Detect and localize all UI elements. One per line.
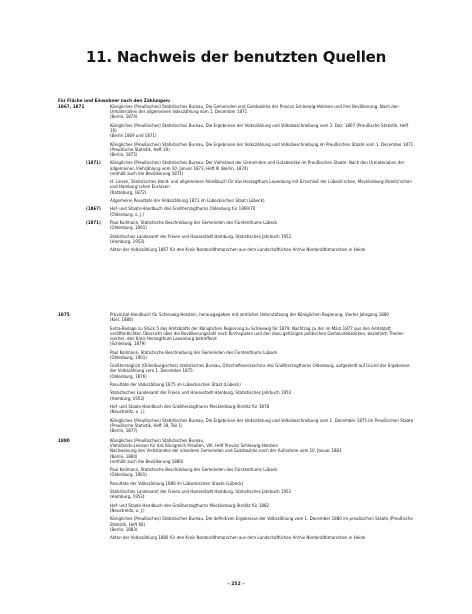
bibliography-entry bbox=[74, 404, 414, 414]
entry-list bbox=[74, 438, 414, 544]
bibliography-entry bbox=[74, 198, 414, 203]
entry-text: Königliches (Preußisches) Statistisches Bureau, Die Ergebnisse der Volkszählung und Volksbeschreibung vom 1. December 1875 im Preußischen Staate (Preußische Statistik, Heft 39, Teil 1) (Berlin, 1877) bbox=[110, 417, 414, 433]
entry-text: Resultate der Volkszählung 1880 im Lübeckischen Staate (Lübeck) bbox=[110, 480, 244, 486]
entry-text: Königliches (Preußisches) Statistisches Bureau, Viehstands-Lexikon für das Königreich Preußen, VIII. Heft Provinz Schleswig-Holstein Nachweisung des Viehstandes der einzelnen Gemeinden und Gutsbezirke nach der Aufnahme vom 10. Januar 1883 (Berlin, 1884) (enthält auch die Bevölkerung 1880) bbox=[110, 438, 342, 464]
entry-text: Akten der Volkszählung 1867 für den Kreis Norderdithmarschen aus dem Landschaftlichen Archiv Norderdithmarschen in Heide bbox=[110, 247, 366, 253]
bibliography-entry bbox=[74, 481, 414, 486]
bibliography-entry bbox=[74, 535, 414, 540]
entry-text: H. Linsen, Statistisches Hand- und allgemeines Adreßbuch für das Herzogthum Lauenburg mit Einschluß der Lübeck'schen, Mecklenburg-Strelitz'schen und Hamburg'schen Enclaven (Ratzeburg, 1872) bbox=[110, 179, 412, 195]
entry-text: Statistisches Landesamt der Freien und Hansestadt Hamburg, Statistisches Jahrbuch 1952 (Hamburg, 1953) bbox=[110, 390, 292, 401]
entry-year: (1871) bbox=[86, 160, 101, 166]
bibliography-entry bbox=[74, 234, 414, 244]
section-year: 1875 bbox=[58, 312, 70, 317]
entry-text: Akten der Volkszählung 1880 für den Kreis Norderdithmarschen aus dem Landschaftlichen Archiv Norderdithmarschen in Heide bbox=[110, 535, 366, 541]
bibliography-entry bbox=[74, 467, 414, 477]
entry-text: Hof- und Staats-Handbuch des Großherzogthums Mecklenburg-Strelitz für 1878 (Neustrelitz, o. J.) bbox=[110, 403, 270, 415]
entry-text: Königliches (Preußisches) Statistisches Bureau, Der Viehstand der Gemeinden und Gutsbezirke im Preußischen Staate. Nach den Urmaterialien der allgemeinen Viehzählung vom 10. Januar 1873, Heft III (Berlin, 1874) (enthält auch die Bevölkerung 1871) bbox=[110, 160, 405, 176]
page-number: – 252 – bbox=[227, 582, 245, 587]
entry-text: Paul Kollmann, Statistische Beschreibung der Gemeinden des Fürstenthums Lübeck (Oldenburg, 1901) bbox=[110, 349, 278, 360]
page-title: 11. Nachweis der benutzten Quellen bbox=[85, 48, 387, 66]
section-year: 1867, 1871 bbox=[58, 104, 85, 109]
entry-text: Königliches (Preußisches) Statistisches Bureau, Die Ergebnisse der Volkszählung und Volksbeschreibung im Preußischen Staate vom 1. December 1871 (Preußische Statistik, Heft 30) (Berlin, 1875) bbox=[110, 141, 414, 157]
bibliography-entry bbox=[74, 438, 414, 464]
bibliography-entry bbox=[74, 363, 414, 379]
bibliography-entry bbox=[74, 326, 414, 347]
entry-text: Extra-Beilage zu Stück 5 des Amtsblatts der Königlichen Regierung zu Schleswig für 1879: Nachtrag zu der im März 1877 aus den Amtsblatt veröffentlichten Übersicht über die Bevölkerungszahl nach Kirchspielen und den dazu gehörigen politischen Gemeindebezirken, beziehlich Theilen solcher, den Kreis Herzogthum Lauenburg betreffend (Schleswig, 1879) bbox=[110, 325, 404, 347]
bibliography-entry bbox=[74, 418, 414, 434]
bibliography-entry bbox=[74, 247, 414, 252]
bibliography-entry bbox=[74, 104, 414, 120]
bibliography-entry bbox=[74, 220, 414, 230]
bibliography-entry bbox=[74, 489, 414, 499]
entry-list bbox=[74, 312, 414, 436]
entry-year: (1871) bbox=[86, 219, 101, 225]
entry-text: Hof- und Staats-Handbuch des Großherzogthums Oldenburg für 1869/70 (Oldenburg, o. J.) bbox=[110, 206, 256, 217]
bibliography-entry bbox=[74, 123, 414, 139]
entry-text: Königliches (Preußisches) Statistisches Bureau, Die Gemeinden und Gutsbezirke der Provinz Schleswig-Holstein und ihre Bevölkerung. Nach den Urmaterialien der allgemeinen Volkszählung vom 1. December 1871 (Berlin, 1874) bbox=[110, 104, 399, 120]
entry-text: Hof- und Staats-Handbuch des Großherzogthums Mecklenburg-Strelitz für 1882 (Neustrelitz, o. J.) bbox=[110, 502, 270, 513]
bibliography-entry bbox=[74, 382, 414, 387]
section-year: 1880 bbox=[58, 438, 70, 443]
bibliography-entry bbox=[74, 160, 414, 176]
entry-text: Provinzial-Handbuch für Schleswig-Holstein, herausgegeben mit amtlicher Unterstützung der Königlichen Regierung, Vierter Jahrgang 1880 (Kiel, 1880) bbox=[110, 312, 389, 323]
bibliography-entry bbox=[74, 142, 414, 158]
bibliography-entry bbox=[74, 516, 414, 532]
bibliography-entry bbox=[74, 350, 414, 360]
entry-text: Großherzoglich (Oldenburgisches) statistisches Bureau, Ortschaftsverzeichnis des Großherzogthums Oldenburg, aufgestellt auf Grund der Ergebnisse der Volkszählung vom 1. December 1875 (Oldenburg, 1876) bbox=[110, 363, 410, 379]
entry-text: Statistisches Landesamt der Freien und Hansestadt Hamburg, Statistisches Jahrbuch 1952 (Hamburg, 1953) bbox=[110, 233, 292, 244]
entry-list bbox=[74, 104, 414, 256]
subtitle: Für Fläche und Einwohner nach den Zählungen: bbox=[58, 98, 171, 103]
entry-year: (1867) bbox=[86, 206, 101, 212]
entry-text: Königliches (Preußisches) Statistisches Bureau, Die Ergebnisse der Volkszählung und Volksbeschreibung vom 3. Dez. 1867 (Preußische Statistik, Heft 16) (Berlin 1869 und 1871) bbox=[110, 122, 409, 139]
entry-text: Paul Kollmann, Statistische Beschreibung der Gemeinden des Fürstenthums Lübeck (Oldenburg, 1901) bbox=[110, 219, 278, 231]
entry-text: Statistisches Landesamt der Freien und Hansestadt Hamburg, Statistisches Jahrbuch 1952 (Hamburg, 1953) bbox=[110, 489, 292, 500]
entry-text: Resultate der Volkszählung 1875 im Lübeckischen Staat (Lübeck) bbox=[110, 381, 241, 387]
entry-text: Königliches (Preußisches) Statistisches Bureau, Die definitiven Ergebnisse der Volkszählung vom 1. December 1880 im preußischen Staate (Preußische Statistik, Heft 66) (Berlin, 1883) bbox=[110, 516, 413, 532]
bibliography-entry bbox=[74, 179, 414, 195]
entry-text: Paul Kollmann, Statistische Beschreibung der Gemeinden des Fürstenthums Lübeck (Oldenburg, 1901) bbox=[110, 467, 278, 478]
bibliography-entry bbox=[74, 312, 414, 322]
bibliography-entry bbox=[74, 503, 414, 513]
bibliography-entry bbox=[74, 206, 414, 216]
entry-text: Allgemeine Resultate der Volkszählung 1871 im Lübeckischen Staat (Lübeck) bbox=[110, 197, 265, 203]
bibliography-entry bbox=[74, 390, 414, 400]
